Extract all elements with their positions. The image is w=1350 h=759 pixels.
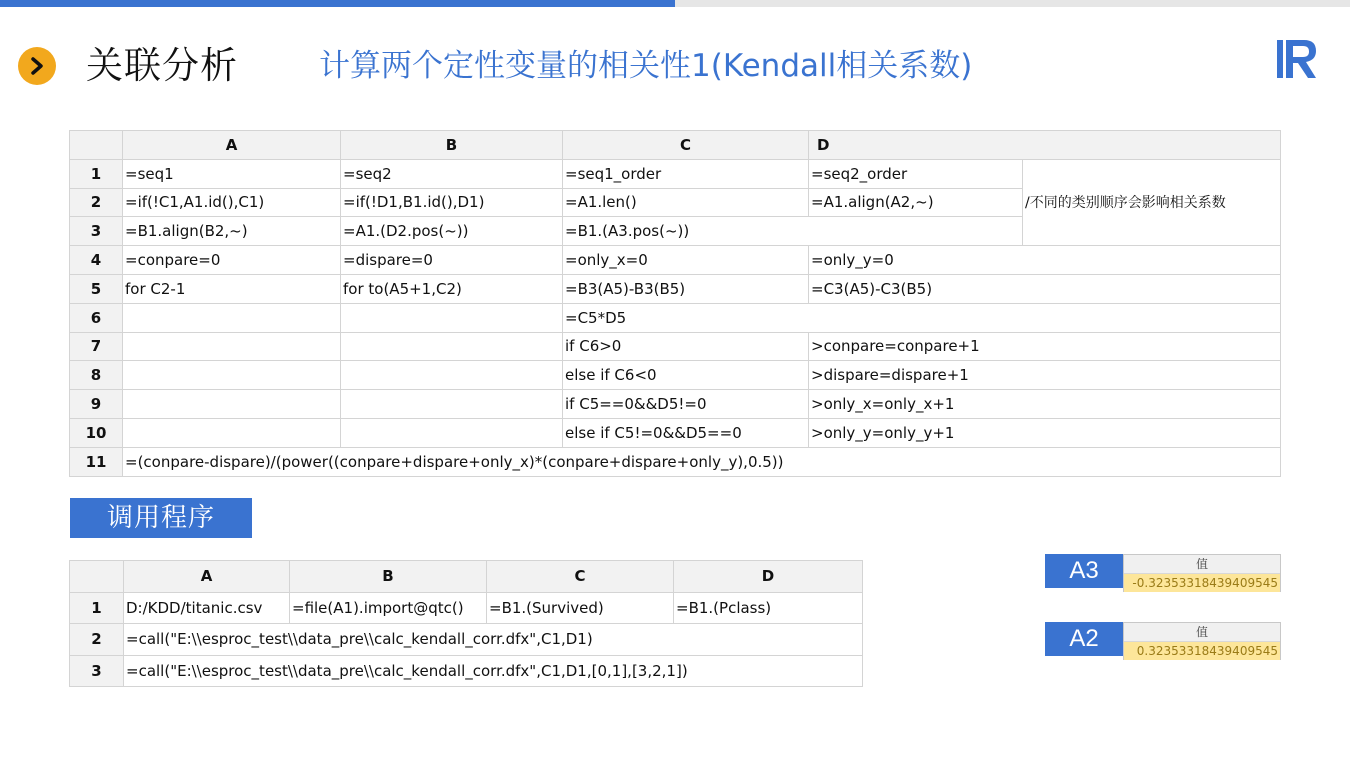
cell-c7[interactable]: if C6>0 [563, 332, 809, 361]
cell-c5[interactable]: =B3(A5)-B3(B5) [563, 274, 809, 303]
cell-d1[interactable]: =seq2_order [809, 159, 1023, 188]
cell-a5[interactable]: for C2-1 [123, 274, 341, 303]
row-number[interactable]: 4 [70, 246, 123, 275]
cell-d9[interactable]: >only_x=only_x+1 [809, 390, 1281, 419]
grid-corner [70, 131, 123, 160]
result-value-panel [1123, 554, 1281, 592]
cell-d4[interactable]: =only_y=0 [809, 246, 1281, 275]
cell-c10[interactable]: else if C5!=0&&D5==0 [563, 418, 809, 447]
cell-c2[interactable]: =A1.len() [563, 188, 809, 217]
result-a2 [1045, 622, 1281, 658]
result-value-panel [1123, 622, 1281, 660]
cell-b10[interactable] [341, 418, 563, 447]
cell-a3[interactable]: =B1.align(B2,~) [123, 217, 341, 246]
cell-b8[interactable] [341, 361, 563, 390]
cell-a1[interactable]: D:/KDD/titanic.csv [124, 592, 290, 624]
grid-corner [70, 561, 124, 593]
table-row [70, 361, 1281, 390]
grid-header-row [70, 131, 1281, 160]
column-header-a[interactable]: A [124, 561, 290, 593]
cell-b2[interactable]: =if(!D1,B1.id(),D1) [341, 188, 563, 217]
call-section-label: 调用程序 [70, 498, 252, 538]
main-code-grid [69, 130, 1281, 477]
cell-d10[interactable]: >only_y=only_y+1 [809, 418, 1281, 447]
table-row [70, 246, 1281, 275]
cell-d5[interactable]: =C3(A5)-C3(B5) [809, 274, 1281, 303]
result-tag: A2 [1045, 622, 1123, 656]
column-header-b[interactable]: B [290, 561, 487, 593]
cell-c1[interactable]: =B1.(Survived) [487, 592, 674, 624]
table-row [70, 332, 1281, 361]
table-row [70, 159, 1281, 188]
result-tag: A3 [1045, 554, 1123, 588]
cell-a6[interactable] [123, 303, 341, 332]
table-row [70, 274, 1281, 303]
row-number[interactable]: 8 [70, 361, 123, 390]
cell-c8[interactable]: else if C6<0 [563, 361, 809, 390]
cell-b6[interactable] [341, 303, 563, 332]
cell-a10[interactable] [123, 418, 341, 447]
table-row [70, 390, 1281, 419]
column-header-d[interactable]: D [809, 131, 1281, 160]
cell-a2[interactable]: =call("E:\\esproc_test\\data_pre\\calc_kendall_corr.dfx",C1,D1) [124, 624, 863, 656]
cell-a7[interactable] [123, 332, 341, 361]
cell-d1[interactable]: =B1.(Pclass) [674, 592, 863, 624]
row-number[interactable]: 7 [70, 332, 123, 361]
cell-b1[interactable]: =seq2 [341, 159, 563, 188]
cell-a8[interactable] [123, 361, 341, 390]
page-title: 关联分析 [86, 44, 238, 87]
row-number[interactable]: 6 [70, 303, 123, 332]
cell-a3[interactable]: =call("E:\\esproc_test\\data_pre\\calc_kendall_corr.dfx",C1,D1,[0,1],[3,2,1]) [124, 655, 863, 687]
row-number[interactable]: 2 [70, 188, 123, 217]
table-row [70, 303, 1281, 332]
column-header-b[interactable]: B [341, 131, 563, 160]
table-row [70, 418, 1281, 447]
page-subtitle: 计算两个定性变量的相关性1(Kendall相关系数) [319, 48, 973, 84]
cell-d7[interactable]: >conpare=conpare+1 [809, 332, 1281, 361]
call-code-grid [69, 560, 863, 687]
grid-header-row [70, 561, 863, 593]
top-accent-bar [0, 0, 675, 7]
cell-c4[interactable]: =only_x=0 [563, 246, 809, 275]
cell-b5[interactable]: for to(A5+1,C2) [341, 274, 563, 303]
row-number[interactable]: 3 [70, 655, 124, 687]
chevron-right-icon [18, 47, 56, 85]
cell-b4[interactable]: =dispare=0 [341, 246, 563, 275]
cell-a4[interactable]: =conpare=0 [123, 246, 341, 275]
cell-a11[interactable]: =(conpare-dispare)/(power((conpare+dispare+only_x)*(conpare+dispare+only_y),0.5)) [123, 447, 1281, 476]
result-value[interactable]: 0.32353318439409545 [1124, 642, 1280, 660]
top-gray-bar [675, 0, 1350, 7]
result-a3 [1045, 554, 1281, 590]
table-row [70, 624, 863, 656]
cell-b3[interactable]: =A1.(D2.pos(~)) [341, 217, 563, 246]
value-column-header: 值 [1124, 555, 1280, 574]
cell-a2[interactable]: =if(!C1,A1.id(),C1) [123, 188, 341, 217]
cell-b1[interactable]: =file(A1).import@qtc() [290, 592, 487, 624]
row-number[interactable]: 10 [70, 418, 123, 447]
cell-c3[interactable]: =B1.(A3.pos(~)) [563, 217, 1023, 246]
row-number[interactable]: 5 [70, 274, 123, 303]
cell-b9[interactable] [341, 390, 563, 419]
row-number[interactable]: 1 [70, 592, 124, 624]
cell-d8[interactable]: >dispare=dispare+1 [809, 361, 1281, 390]
row-number[interactable]: 11 [70, 447, 123, 476]
row-number[interactable]: 9 [70, 390, 123, 419]
cell-d2[interactable]: =A1.align(A2,~) [809, 188, 1023, 217]
comment-note[interactable]: /不同的类别顺序会影响相关系数 [1023, 159, 1281, 245]
table-row [70, 447, 1281, 476]
cell-a1[interactable]: =seq1 [123, 159, 341, 188]
column-header-d[interactable]: D [674, 561, 863, 593]
result-value[interactable]: -0.32353318439409545 [1124, 574, 1280, 592]
column-header-c[interactable]: C [487, 561, 674, 593]
cell-c6[interactable]: =C5*D5 [563, 303, 1281, 332]
row-number[interactable]: 3 [70, 217, 123, 246]
table-row [70, 592, 863, 624]
raqsoft-logo-icon [1276, 38, 1318, 80]
row-number[interactable]: 2 [70, 624, 124, 656]
column-header-a[interactable]: A [123, 131, 341, 160]
cell-c1[interactable]: =seq1_order [563, 159, 809, 188]
table-row [70, 655, 863, 687]
value-column-header: 值 [1124, 623, 1280, 642]
column-header-c[interactable]: C [563, 131, 809, 160]
cell-b7[interactable] [341, 332, 563, 361]
cell-a9[interactable] [123, 390, 341, 419]
row-number[interactable]: 1 [70, 159, 123, 188]
cell-c9[interactable]: if C5==0&&D5!=0 [563, 390, 809, 419]
